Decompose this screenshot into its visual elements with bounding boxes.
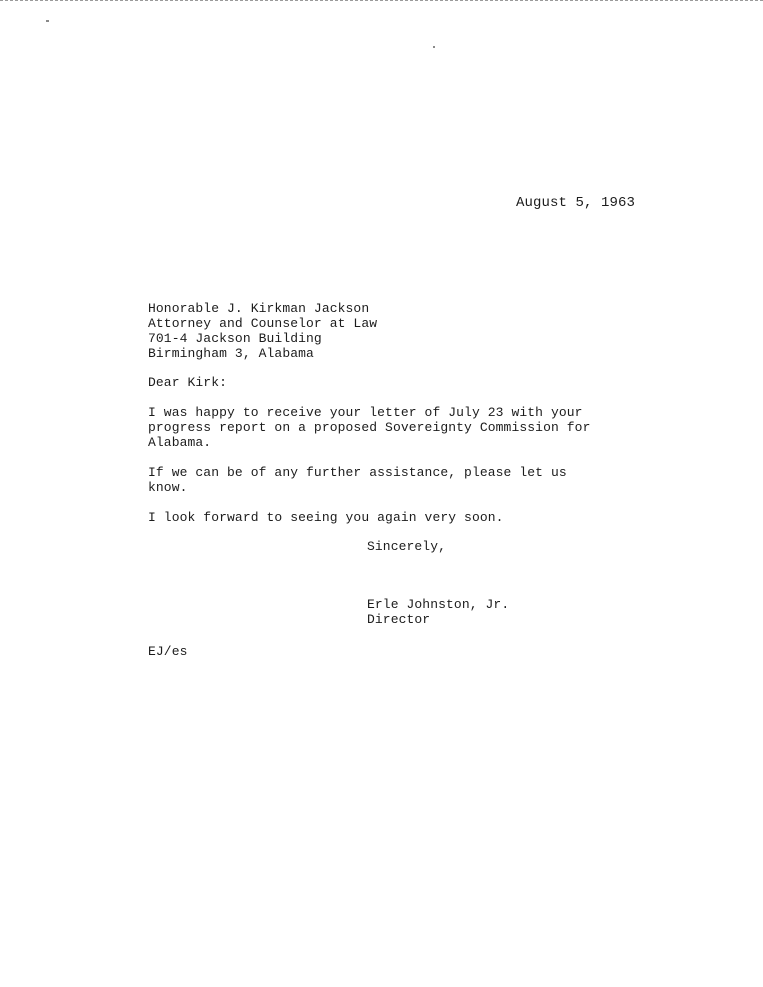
paragraph-1-line-3: Alabama. bbox=[148, 435, 212, 450]
recipient-title-line: Attorney and Counselor at Law bbox=[148, 316, 378, 331]
recipient-city-line: Birmingham 3, Alabama bbox=[148, 346, 314, 361]
signer-title: Director bbox=[367, 612, 431, 627]
signer-name: Erle Johnston, Jr. bbox=[367, 597, 510, 612]
paragraph-1-line-2: progress report on a proposed Sovereignty Commission for bbox=[148, 420, 591, 435]
recipient-street-line: 701-4 Jackson Building bbox=[148, 331, 322, 346]
paragraph-2-line-1: If we can be of any further assistance, please let us bbox=[148, 465, 567, 480]
paragraph-3: I look forward to seeing you again very soon. bbox=[148, 510, 504, 525]
paper-speck bbox=[46, 20, 49, 22]
paper-speck bbox=[433, 46, 435, 48]
recipient-name-line: Honorable J. Kirkman Jackson bbox=[148, 301, 370, 316]
paragraph-2-line-2: know. bbox=[148, 480, 188, 495]
paragraph-1-line-1: I was happy to receive your letter of July 23 with your bbox=[148, 405, 583, 420]
page-top-edge bbox=[0, 0, 763, 1]
closing: Sincerely, bbox=[367, 539, 447, 554]
letter-date: August 5, 1963 bbox=[516, 195, 636, 211]
typist-initials: EJ/es bbox=[148, 644, 188, 659]
salutation: Dear Kirk: bbox=[148, 375, 228, 390]
